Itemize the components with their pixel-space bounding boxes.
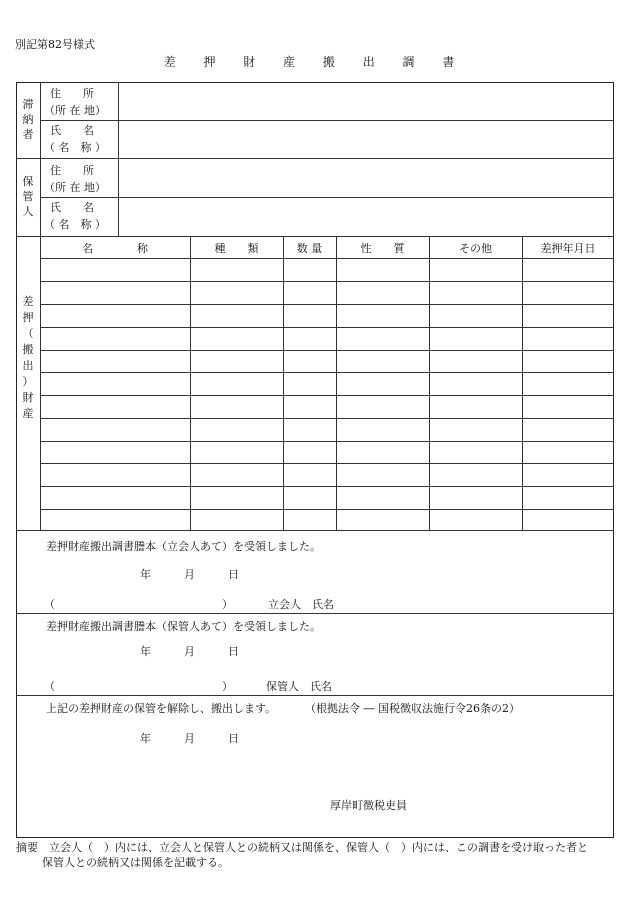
divider-custodian-receipt-end	[16, 695, 614, 696]
table-row	[40, 486, 614, 487]
column-header-name: 名 称	[82, 242, 148, 255]
table-row	[40, 441, 614, 442]
custodian-relationship-close: ）	[222, 680, 233, 693]
witness-receipt-statement: 差押財産搬出調書謄本（立会人あて）を受領しました。	[46, 540, 321, 553]
column-header-quantity: 数 量	[296, 242, 323, 255]
divider-taxpayer-address	[40, 120, 614, 121]
divider-col-kind	[283, 236, 284, 530]
custodian-receipt-date: 年 月 日	[140, 645, 239, 658]
custodian-receipt-statement: 差押財産搬出調書謄本（保管人あて）を受領しました。	[46, 620, 321, 633]
table-row	[40, 258, 614, 259]
divider-custodian-end	[16, 236, 614, 237]
table-row	[40, 304, 614, 305]
divider-col-nature	[429, 236, 430, 530]
column-header-nature: 性 質	[360, 242, 405, 255]
column-header-kind: 種 類	[214, 242, 259, 255]
divider-property-end	[16, 530, 614, 531]
witness-relationship-close: ）	[222, 598, 233, 611]
custodian-address-label: 住 所	[50, 164, 94, 177]
table-row	[40, 509, 614, 510]
form-number: 別記第82号様式	[15, 38, 95, 51]
divider-section-label	[40, 82, 41, 530]
divider-field-label	[118, 82, 119, 236]
table-row	[40, 327, 614, 328]
taxpayer-address-label: 住 所	[50, 87, 94, 100]
footnote-line-1: 摘要 立会人（ ）内には、立会人と保管人との続柄又は関係を、保管人（ ）内には、この調書を受け取った者と	[16, 841, 588, 854]
form-frame	[16, 82, 614, 838]
table-row	[40, 281, 614, 282]
taxpayer-address-sublabel: （所 在 地）	[44, 104, 106, 117]
witness-relationship-open: （	[44, 598, 55, 611]
witness-signature-label: 立会人 氏名	[268, 598, 334, 611]
divider-custodian-address	[40, 197, 614, 198]
table-row	[40, 372, 614, 373]
custodian-relationship-open: （	[44, 680, 55, 693]
divider-col-other	[522, 236, 523, 530]
footnote-line-2: 保管人との続柄又は関係を記載する。	[42, 856, 229, 869]
divider-col-qty	[336, 236, 337, 530]
custodian-signature-label: 保管人 氏名	[266, 680, 332, 693]
table-row	[40, 350, 614, 351]
footnote	[16, 840, 616, 870]
taxpayer-section-label: 滞 納 者	[22, 98, 34, 141]
custodian-section-label: 保 管 人	[22, 175, 34, 218]
witness-receipt-date: 年 月 日	[140, 568, 239, 581]
column-header-other: その他	[459, 242, 492, 255]
taxpayer-name-sublabel: （ 名 称 ）	[44, 141, 106, 154]
divider-col-name	[190, 236, 191, 530]
custodian-name-label: 氏 名	[50, 201, 94, 214]
property-section-label: 差 押 （ 搬 出 ） 財 産	[22, 295, 34, 420]
document-title: 差 押 財 産 搬 出 調 書	[163, 55, 467, 69]
release-statement: 上記の差押財産の保管を解除し、搬出します。	[46, 702, 277, 715]
table-row	[40, 463, 614, 464]
table-row	[40, 418, 614, 419]
tax-official-label: 厚岸町徴税吏員	[330, 799, 407, 812]
taxpayer-name-label: 氏 名	[50, 124, 94, 137]
divider-taxpayer-end	[16, 158, 614, 159]
custodian-address-sublabel: （所 在 地）	[44, 181, 106, 194]
release-legal-basis: （根拠法令 ― 国税徴収法施行令26条の2）	[305, 702, 520, 715]
release-date: 年 月 日	[140, 732, 239, 745]
custodian-name-sublabel: （ 名 称 ）	[44, 218, 106, 231]
divider-witness-end	[16, 613, 614, 614]
table-row	[40, 395, 614, 396]
column-header-seizure-date: 差押年月日	[540, 242, 596, 255]
